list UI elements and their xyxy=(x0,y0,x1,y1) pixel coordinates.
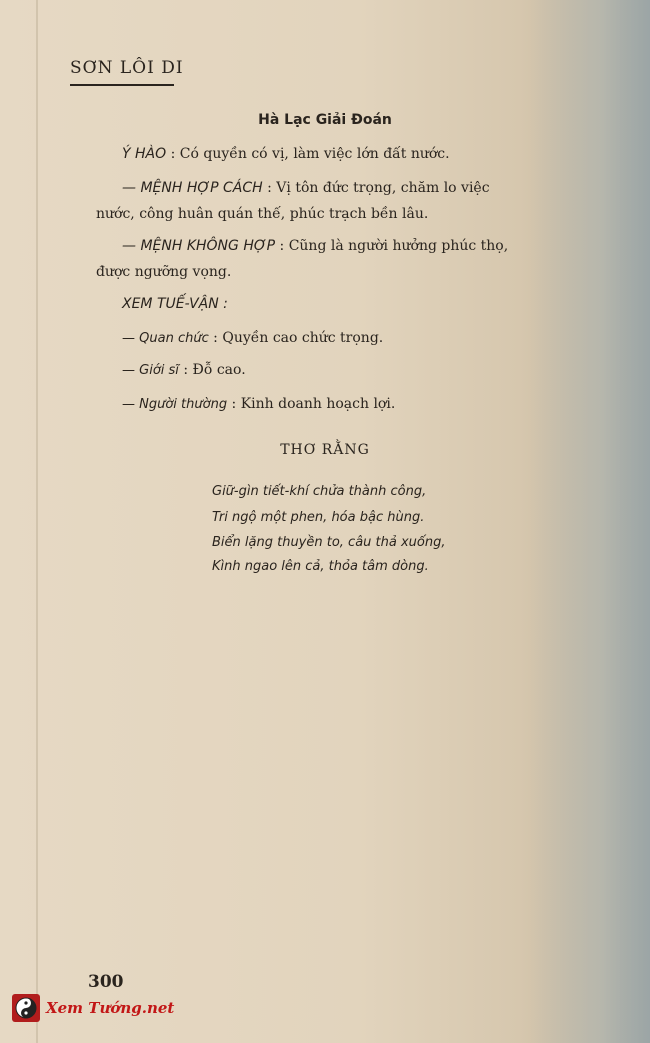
y-hao-line xyxy=(122,146,450,162)
list-item-gioi-si xyxy=(122,362,246,378)
menh-hop-cach-label: — MỆNH HỢP CÁCH xyxy=(122,180,263,196)
xem-tue-van-heading: XEM TUẾ-VẬN : xyxy=(122,296,228,312)
list-item-text: : Kinh doanh hoạch lợi. xyxy=(231,396,396,412)
list-item-label: — Người thường xyxy=(122,397,228,412)
list-item-text: : Đỗ cao. xyxy=(183,362,246,378)
menh-hop-cach-line xyxy=(122,180,490,196)
poem-line: Kình ngao lên cả, thỏa tâm dòng. xyxy=(212,559,429,574)
y-hao-label: Ý HÀO xyxy=(122,146,167,162)
watermark-text: Xem Tướng.net xyxy=(46,999,175,1017)
spine-shadow xyxy=(530,0,650,1043)
menh-khong-hop-line xyxy=(122,238,508,254)
running-head: SƠN LÔI DI xyxy=(70,58,184,78)
list-item-label: — Quan chức xyxy=(122,331,209,346)
menh-khong-hop-label: — MỆNH KHÔNG HỢP xyxy=(122,238,276,254)
section-title: Hà Lạc Giải Đoán xyxy=(258,112,392,128)
list-item-nguoi-thuong xyxy=(122,396,395,412)
y-hao-text: : Có quyền có vị, làm việc lớn đất nước. xyxy=(170,146,450,162)
list-item-quan-chuc xyxy=(122,330,383,346)
poem-line: Tri ngộ một phen, hóa bậc hùng. xyxy=(212,510,425,525)
watermark-logo xyxy=(12,992,174,1024)
menh-khong-hop-cont: được ngưỡng vọng. xyxy=(96,264,232,280)
menh-hop-cach-text: : Vị tôn đức trọng, chăm lo việc xyxy=(267,180,490,196)
yin-yang-icon xyxy=(12,994,40,1022)
list-item-text: : Quyền cao chức trọng. xyxy=(213,330,384,346)
page-number: 300 xyxy=(88,972,124,992)
running-head-underline xyxy=(70,84,174,86)
poem-line: Biển lặng thuyền to, câu thả xuống, xyxy=(212,535,446,550)
menh-khong-hop-text: : Cũng là người hưởng phúc thọ, xyxy=(279,238,509,254)
menh-hop-cach-cont: nước, công huân quán thế, phúc trạch bền lâu. xyxy=(96,206,429,222)
poem-title: THƠ RẰNG xyxy=(280,442,370,458)
poem-line: Giữ-gìn tiết-khí chửa thành công, xyxy=(212,484,427,499)
page-fold-line xyxy=(36,0,38,1043)
list-item-label: — Giới sĩ xyxy=(122,363,179,378)
